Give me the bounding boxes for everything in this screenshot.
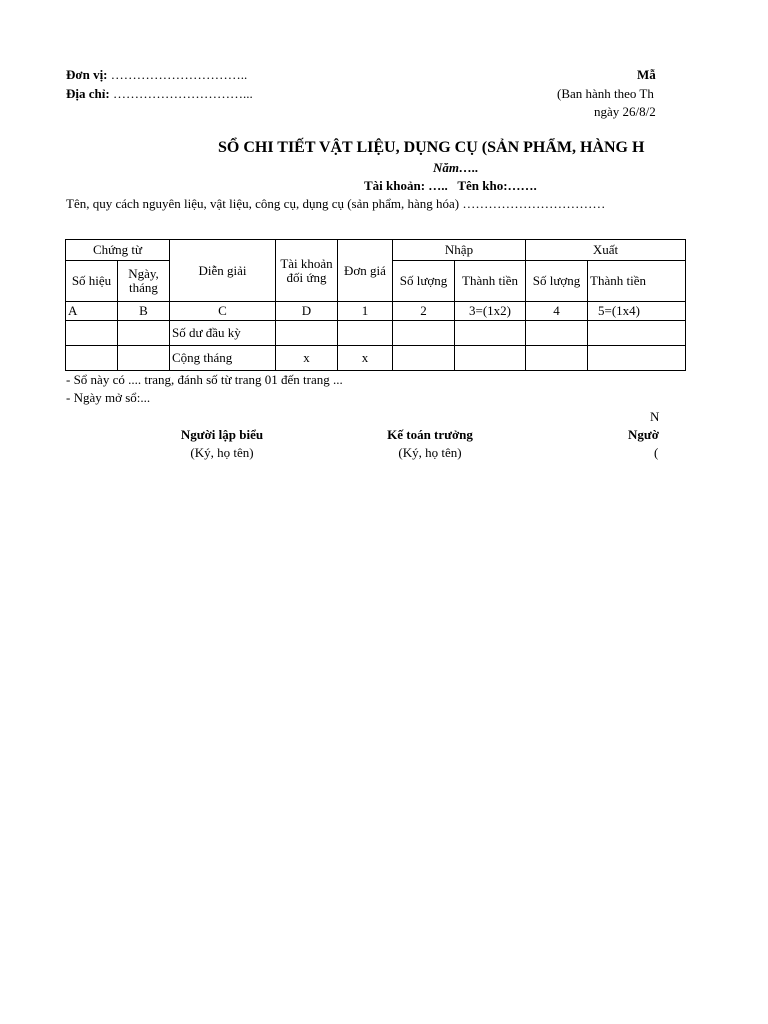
cell-qty-in: [393, 321, 455, 346]
cell-number: [66, 346, 118, 371]
table-row: [66, 321, 686, 346]
address-line: [66, 86, 253, 102]
note-open-date: - Ngày mở sổ:...: [66, 390, 151, 405]
cell-amount-out: [588, 321, 686, 346]
account-line: Tài khoản: ….. Tên kho:…….: [364, 178, 537, 193]
ledger-table: [65, 239, 686, 371]
page-title: SỔ CHI TIẾT VẬT LIỆU, DỤNG CỤ (SẢN PHẨM, HÀNG H: [218, 139, 645, 156]
issued-date: ngày 26/8/2: [594, 104, 656, 119]
cell-number: [66, 321, 118, 346]
third-signer-note: (: [654, 445, 659, 460]
issued-by: (Ban hành theo Th: [557, 86, 654, 101]
cell-date: [118, 346, 170, 371]
sub-amount-in: Thành tiền: [455, 261, 526, 302]
unit-dots: …………………………..: [107, 67, 248, 82]
cell-unit-price: x: [338, 346, 393, 371]
code-cell: 5=(1x4): [588, 302, 686, 321]
sub-qty-out: Số lượng: [526, 261, 588, 302]
preparer-title: Người lập biểu: [180, 427, 264, 442]
header-import: Nhập: [393, 240, 526, 261]
cell-amount-in: [455, 321, 526, 346]
sub-amount-out: Thành tiền: [588, 261, 686, 302]
code-cell: C: [170, 302, 276, 321]
header-row-1: [66, 240, 686, 261]
cell-qty-out: [526, 346, 588, 371]
code-cell: A: [66, 302, 118, 321]
cell-qty-in: [393, 346, 455, 371]
header-voucher: Chứng từ: [66, 240, 170, 261]
sub-number: Số hiệu: [66, 261, 118, 302]
cell-account: x: [276, 346, 338, 371]
chief-accountant-note: (Ký, họ tên): [398, 445, 462, 460]
code-cell: 2: [393, 302, 455, 321]
address-label: Địa chỉ:: [66, 86, 110, 101]
code-row: [66, 302, 686, 321]
unit-line: [66, 67, 247, 83]
header-description: Diễn giải: [170, 240, 276, 302]
item-line: Tên, quy cách nguyên liệu, vật liệu, công cụ, dụng cụ (sản phẩm, hàng hóa) ……………………………: [66, 196, 606, 211]
header-account: Tài khoản đối ứng: [276, 240, 338, 302]
code-cell: 3=(1x2): [455, 302, 526, 321]
chief-accountant-title: Kế toán trưởng: [387, 427, 473, 442]
preparer-note: (Ký, họ tên): [190, 445, 254, 460]
cell-description: Số dư đầu kỳ: [170, 321, 276, 346]
cell-qty-out: [526, 321, 588, 346]
note-pages: - Sổ này có .... trang, đánh số từ trang 01 đến trang ...: [66, 372, 343, 387]
year-line: Năm…..: [433, 160, 479, 175]
third-signer-title: Ngườ: [628, 427, 659, 442]
cell-amount-in: [455, 346, 526, 371]
table-row: [66, 346, 686, 371]
code-cell: B: [118, 302, 170, 321]
code-cell: 1: [338, 302, 393, 321]
code-cell: 4: [526, 302, 588, 321]
cell-amount-out: [588, 346, 686, 371]
code-cell: D: [276, 302, 338, 321]
header-export: Xuất: [526, 240, 686, 261]
form-code: Mẫ: [637, 67, 656, 82]
header-unit-price: Đơn giá: [338, 240, 393, 302]
cell-unit-price: [338, 321, 393, 346]
cell-date: [118, 321, 170, 346]
address-dots: …………………………...: [109, 86, 253, 101]
cell-account: [276, 321, 338, 346]
signature-date: N: [650, 409, 660, 424]
sub-date: Ngày, tháng: [118, 261, 170, 302]
cell-description: Cộng tháng: [170, 346, 276, 371]
unit-label: Đơn vị:: [66, 67, 108, 82]
sub-qty-in: Số lượng: [393, 261, 455, 302]
